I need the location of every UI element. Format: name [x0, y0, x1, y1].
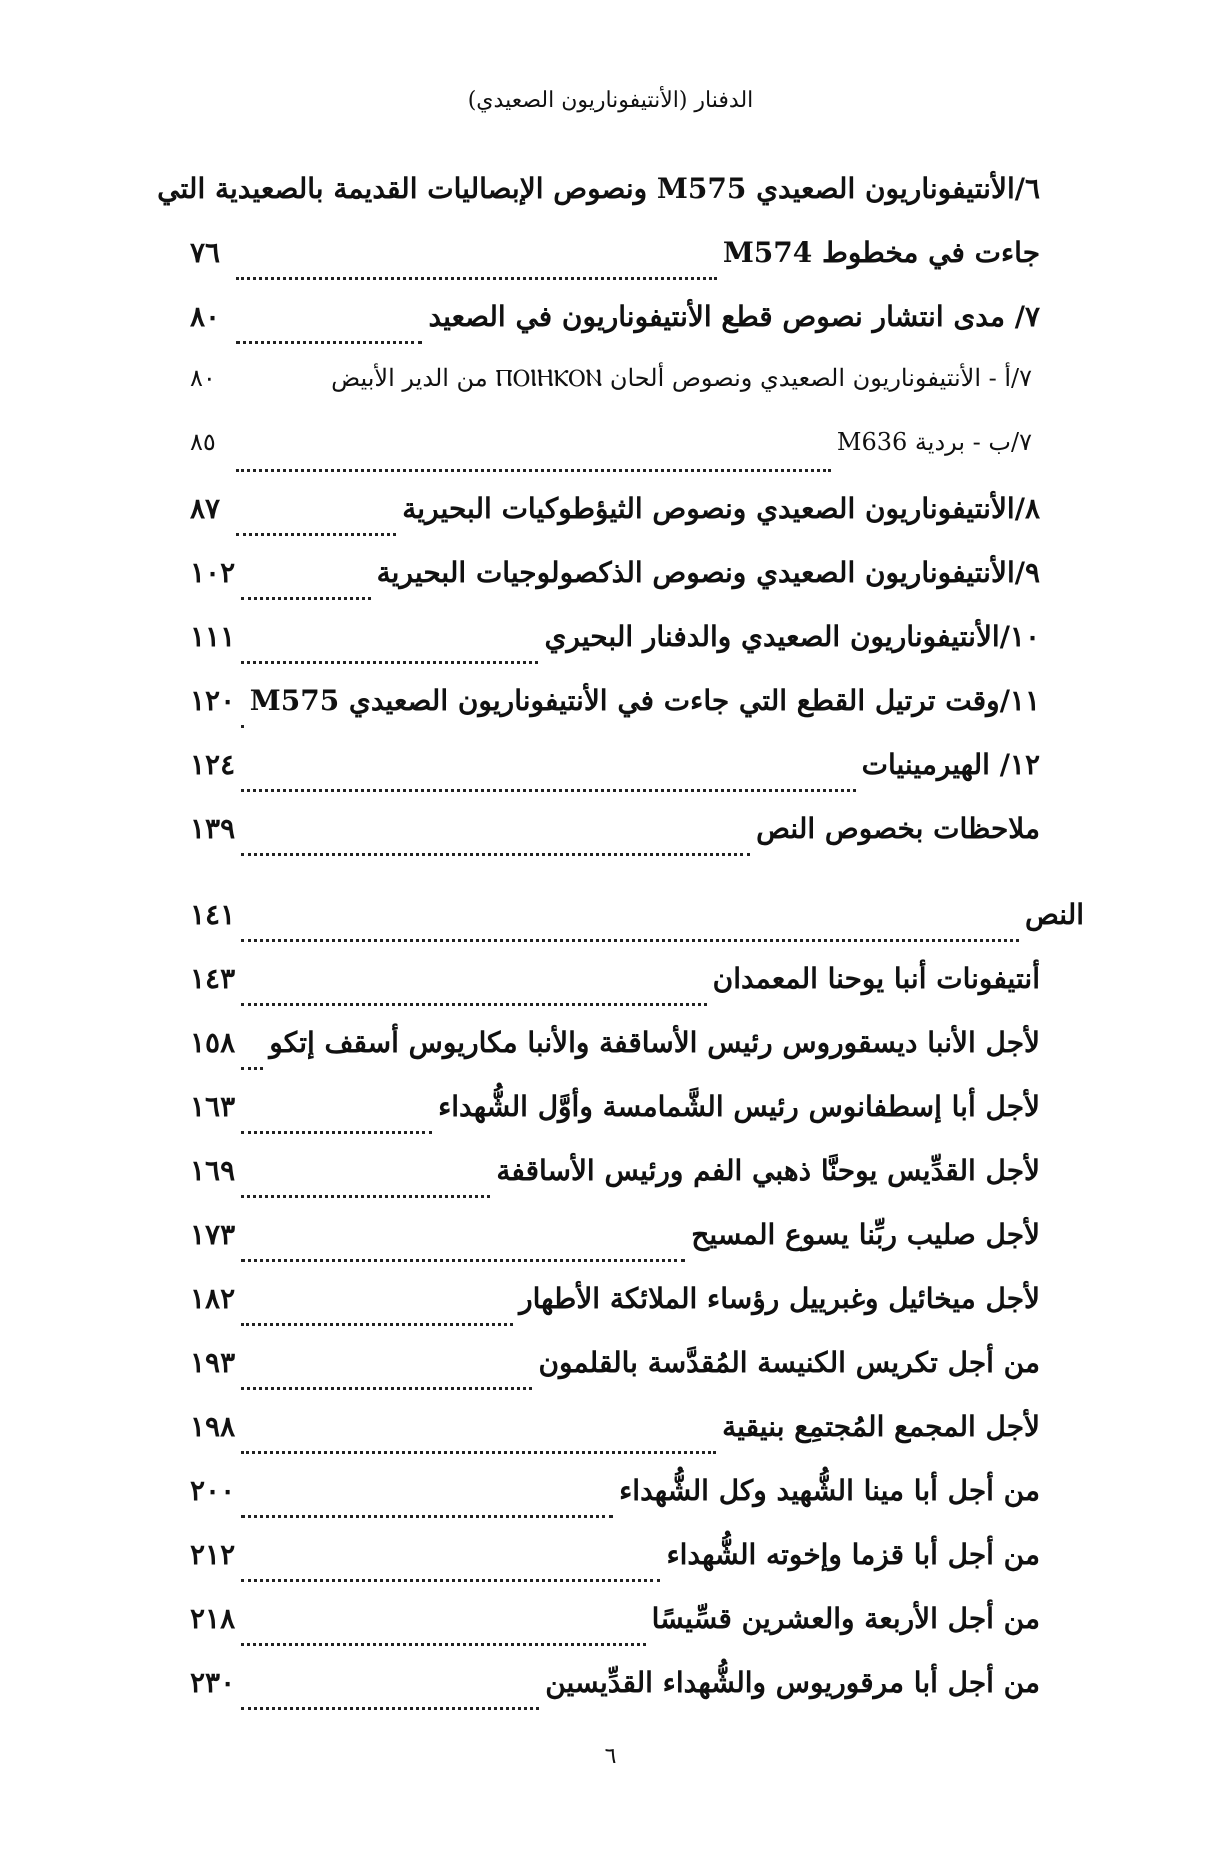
- dot-leader: [236, 469, 831, 472]
- dot-leader: [241, 1131, 432, 1134]
- toc-entry-page: ٨٧: [190, 492, 221, 525]
- dot-leader: [236, 341, 422, 344]
- toc-entry-page: ١٢٤: [190, 748, 236, 781]
- dot-leader: [241, 597, 371, 600]
- toc-entry-page: ٢١٨: [190, 1602, 236, 1635]
- toc-entry-page: ١٦٩: [190, 1154, 236, 1187]
- toc-entry-title: ٧/ب - بردية M636: [836, 428, 1032, 456]
- dot-leader: [236, 533, 396, 536]
- dot-leader: [241, 1323, 513, 1326]
- toc-entry-title: لأجل أبا إسطفانوس رئيس الشَّمامسة وأوَّل الشُّهداء: [438, 1090, 1040, 1123]
- toc-entry: [190, 1346, 1040, 1410]
- toc-entry-page: ١٤٣: [190, 962, 236, 995]
- dot-leader: [241, 1067, 263, 1070]
- toc-entry: [190, 1666, 1040, 1730]
- toc-entry-title: ٧/أ - الأنتيفوناريون الصعيدي ونصوص ألحان ⲠⲞⲒⲎⲔⲞⲚ من الدير الأبيض: [331, 364, 1032, 392]
- toc-entry-title: لأجل المجمع المُجتمِع بنيقية: [722, 1410, 1040, 1443]
- toc-entry-title: جاءت في مخطوط M574: [722, 236, 1040, 269]
- dot-leader: [241, 1451, 716, 1454]
- toc-entry: [190, 556, 1040, 620]
- page-number: ٦: [604, 1744, 617, 1769]
- toc-entry-title: لأجل الأنبا ديسقوروس رئيس الأساقفة والأنبا مكاريوس أسقف إتكو: [269, 1026, 1040, 1059]
- toc-entry-page: ٢٠٠: [190, 1474, 236, 1507]
- toc-entry-page: ١٧٣: [190, 1218, 236, 1251]
- toc-entry-title: من أجل أبا مينا الشُّهيد وكل الشُّهداء: [619, 1474, 1040, 1507]
- toc-section-heading: [190, 898, 1084, 962]
- dot-leader: [241, 1387, 532, 1390]
- toc-entry-title: النص: [1024, 898, 1084, 931]
- toc-entry-page: ١٢٠: [190, 684, 236, 717]
- toc-entry: [190, 748, 1040, 812]
- toc-entry: [190, 1154, 1040, 1218]
- toc-entry-page: ٢١٢: [190, 1538, 236, 1571]
- toc-entry-title: من أجل تكريس الكنيسة المُقدَّسة بالقلمون: [538, 1346, 1040, 1379]
- toc-entry-title: لأجل صليب ربِّنا يسوع المسيح: [691, 1218, 1040, 1251]
- toc-entry-title: من أجل الأربعة والعشرين قسِّيسًا: [651, 1602, 1040, 1635]
- dot-leader: [241, 1259, 685, 1262]
- dot-leader: [241, 1195, 490, 1198]
- toc-entry: [190, 1602, 1040, 1666]
- dot-leader: [241, 939, 1019, 942]
- dot-leader: [241, 1707, 539, 1710]
- toc-entry: [157, 172, 1040, 236]
- dot-leader: [236, 277, 717, 280]
- toc-entry-title: لأجل ميخائيل وغبرييل رؤساء الملائكة الأطهار: [519, 1282, 1040, 1315]
- toc-entry: [190, 492, 1040, 556]
- toc-entry-title: ملاحظات بخصوص النص: [756, 812, 1040, 845]
- toc-entry: [190, 1090, 1040, 1154]
- dot-leader: [241, 725, 244, 728]
- toc-entry: [190, 1026, 1040, 1090]
- toc-entry-page: ١٥٨: [190, 1026, 236, 1059]
- toc-subentry: [190, 364, 1040, 428]
- toc-entry: [190, 1282, 1040, 1346]
- table-of-contents: [157, 172, 1084, 1730]
- toc-entry-page: ١٩٣: [190, 1346, 236, 1379]
- toc-entry-page: ١٨٢: [190, 1282, 236, 1315]
- toc-entry-page: ١٤١: [190, 898, 236, 931]
- toc-entry-page: ١٦٣: [190, 1090, 236, 1123]
- toc-entry-page: ١٩٨: [190, 1410, 236, 1443]
- toc-entry-title: ١١/وقت ترتيل القطع التي جاءت في الأنتيفوناريون الصعيدي M575: [249, 684, 1040, 717]
- toc-entry-title: أنتيفونات أنبا يوحنا المعمدان: [712, 962, 1040, 995]
- toc-entry: [190, 812, 1040, 876]
- toc-entry-title: ١٢/ الهيرمينيات: [861, 748, 1040, 781]
- toc-entry: [190, 300, 1040, 364]
- dot-leader: [241, 661, 538, 664]
- toc-entry-page: ٨٠: [190, 300, 221, 333]
- running-header: الدفنار (الأنتيفوناريون الصعيدي): [467, 88, 754, 113]
- toc-entry-title: ٧/ مدى انتشار نصوص قطع الأنتيفوناريون في الصعيد: [428, 300, 1040, 333]
- toc-entry-title: لأجل القدِّيس يوحنَّا ذهبي الفم ورئيس الأساقفة: [496, 1154, 1040, 1187]
- toc-entry-page: ١٠٢: [190, 556, 236, 589]
- toc-entry-page: ١٣٩: [190, 812, 236, 845]
- toc-entry: [190, 236, 1040, 300]
- toc-entry-title: ٩/الأنتيفوناريون الصعيدي ونصوص الذكصولوجيات البحيرية: [376, 556, 1040, 589]
- toc-entry-page: ٨٥: [190, 428, 216, 456]
- toc-entry-title: ٦/الأنتيفوناريون الصعيدي M575 ونصوص الإبصاليات القديمة بالصعيدية التي: [157, 172, 1040, 205]
- dot-leader: [241, 1643, 645, 1646]
- toc-entry-page: ١١١: [190, 620, 236, 653]
- dot-leader: [241, 1515, 613, 1518]
- dot-leader: [241, 853, 750, 856]
- toc-entry: [190, 1218, 1040, 1282]
- dot-leader: [241, 789, 855, 792]
- toc-subentry: [190, 428, 1040, 492]
- toc-entry-title: ١٠/الأنتيفوناريون الصعيدي والدفنار البحيري: [544, 620, 1040, 653]
- toc-entry: [190, 1410, 1040, 1474]
- toc-entry-page: ٧٦: [190, 236, 221, 269]
- toc-entry: [190, 1474, 1040, 1538]
- toc-entry: [190, 620, 1040, 684]
- toc-entry: [190, 1538, 1040, 1602]
- toc-entry: [190, 684, 1040, 748]
- dot-leader: [241, 1003, 707, 1006]
- toc-entry-title: من أجل أبا مرقوريوس والشُّهداء القدِّيسين: [545, 1666, 1040, 1699]
- dot-leader: [241, 1579, 660, 1582]
- toc-entry: [190, 962, 1040, 1026]
- toc-entry-title: ٨/الأنتيفوناريون الصعيدي ونصوص الثيؤطوكيات البحيرية: [402, 492, 1040, 525]
- toc-entry-page: ٨٠: [190, 364, 216, 392]
- toc-entry-title: من أجل أبا قزما وإخوته الشُّهداء: [666, 1538, 1040, 1571]
- toc-entry-page: ٢٣٠: [190, 1666, 236, 1699]
